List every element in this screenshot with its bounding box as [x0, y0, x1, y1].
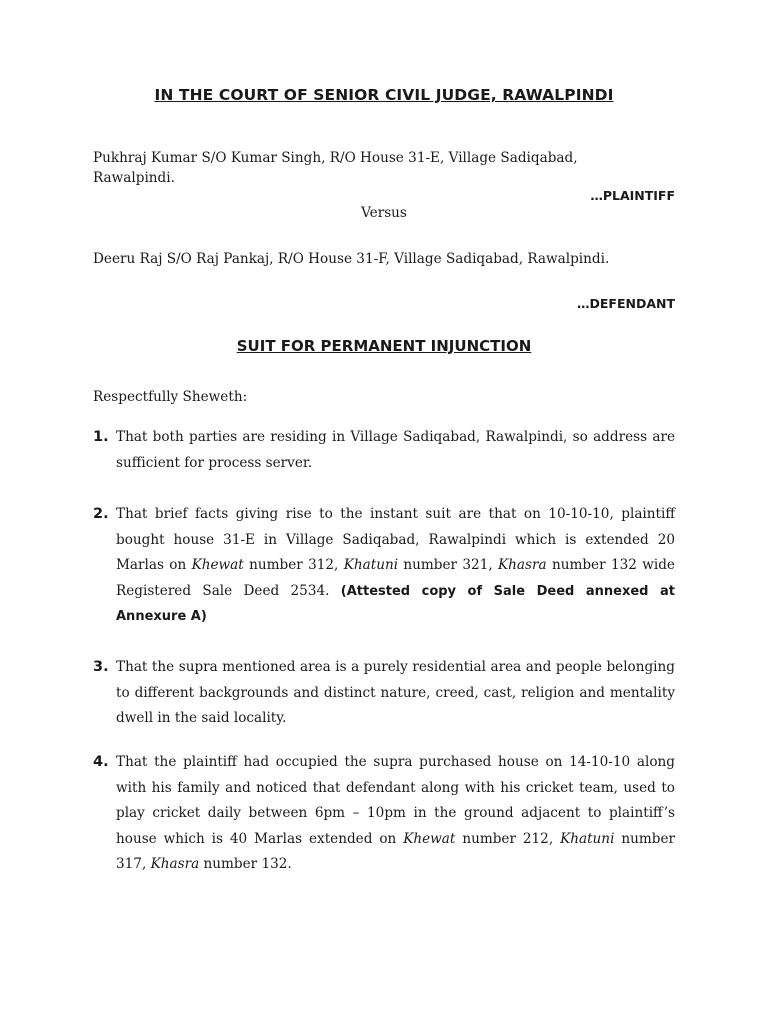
paragraph-text: That the supra mentioned area is a purely residential area and people belonging to different backgrounds and distinct nature, creed, cast, religion and mentality dwell in the said locality.: [116, 659, 675, 726]
paragraph-2: [93, 502, 675, 630]
italic-term: Khewat: [191, 557, 244, 573]
italic-term: Khatuni: [343, 557, 399, 573]
paragraph-number: 4.: [93, 754, 109, 770]
plaintiff-role: …PLAINTIFF: [590, 188, 675, 203]
text-run: number 321,: [398, 557, 499, 573]
defendant-role: …DEFENDANT: [577, 296, 675, 311]
plaintiff-line-2: Rawalpindi.: [93, 170, 175, 186]
text-run: number 312,: [243, 557, 344, 573]
paragraph-text: That both parties are residing in Village Sadiqabad, Rawalpindi, so address are sufficient for process server.: [116, 429, 675, 471]
paragraph-text: [116, 750, 675, 878]
defendant-details: Deeru Raj S/O Raj Pankaj, R/O House 31-F, Village Sadiqabad, Rawalpindi.: [93, 251, 610, 267]
versus-label: Versus: [361, 205, 407, 221]
text-run: number 212,: [455, 830, 561, 847]
text-run: number 132.: [199, 856, 292, 872]
salutation: Respectfully Sheweth:: [93, 389, 248, 405]
plaintiff-details: [93, 148, 675, 188]
italic-term: Khatuni: [560, 830, 615, 847]
court-title: IN THE COURT OF SENIOR CIVIL JUDGE, RAWALPINDI: [154, 86, 614, 104]
paragraph-number: 3.: [93, 659, 109, 675]
italic-term: Khasra: [498, 557, 547, 573]
paragraph-1: [93, 425, 675, 476]
plaintiff-line-1: Pukhraj Kumar S/O Kumar Singh, R/O House 31-E, Village Sadiqabad,: [93, 150, 578, 166]
italic-term: Khewat: [403, 830, 456, 847]
paragraph-text: [116, 502, 675, 630]
text-run: number 317,: [116, 830, 675, 872]
suit-title: SUIT FOR PERMANENT INJUNCTION: [236, 337, 532, 355]
italic-term: Khasra: [150, 856, 200, 872]
text-run: number 132 wide Registered Sale Deed 2534.: [116, 557, 675, 599]
paragraph-3: [93, 655, 675, 732]
annexure-note: (Attested copy of Sale Deed annexed at Annexure A): [116, 583, 675, 624]
text-run: That the plaintiff had occupied the supra purchased house on 14-10-10 along with his family and noticed that defendant along with his cricket team, used to play cricket daily between 6pm – 10pm in the ground adjacent to plaintiff’s house which is 40 Marlas extended on: [116, 754, 675, 847]
text-run: That brief facts giving rise to the instant suit are that on 10-10-10, plaintiff bought house 31-E in Village Sadiqabad, Rawalpindi which is extended 20 Marlas on: [116, 506, 675, 573]
paragraph-number: 1.: [93, 429, 109, 445]
paragraph-4: [93, 750, 675, 878]
paragraph-number: 2.: [93, 506, 109, 522]
